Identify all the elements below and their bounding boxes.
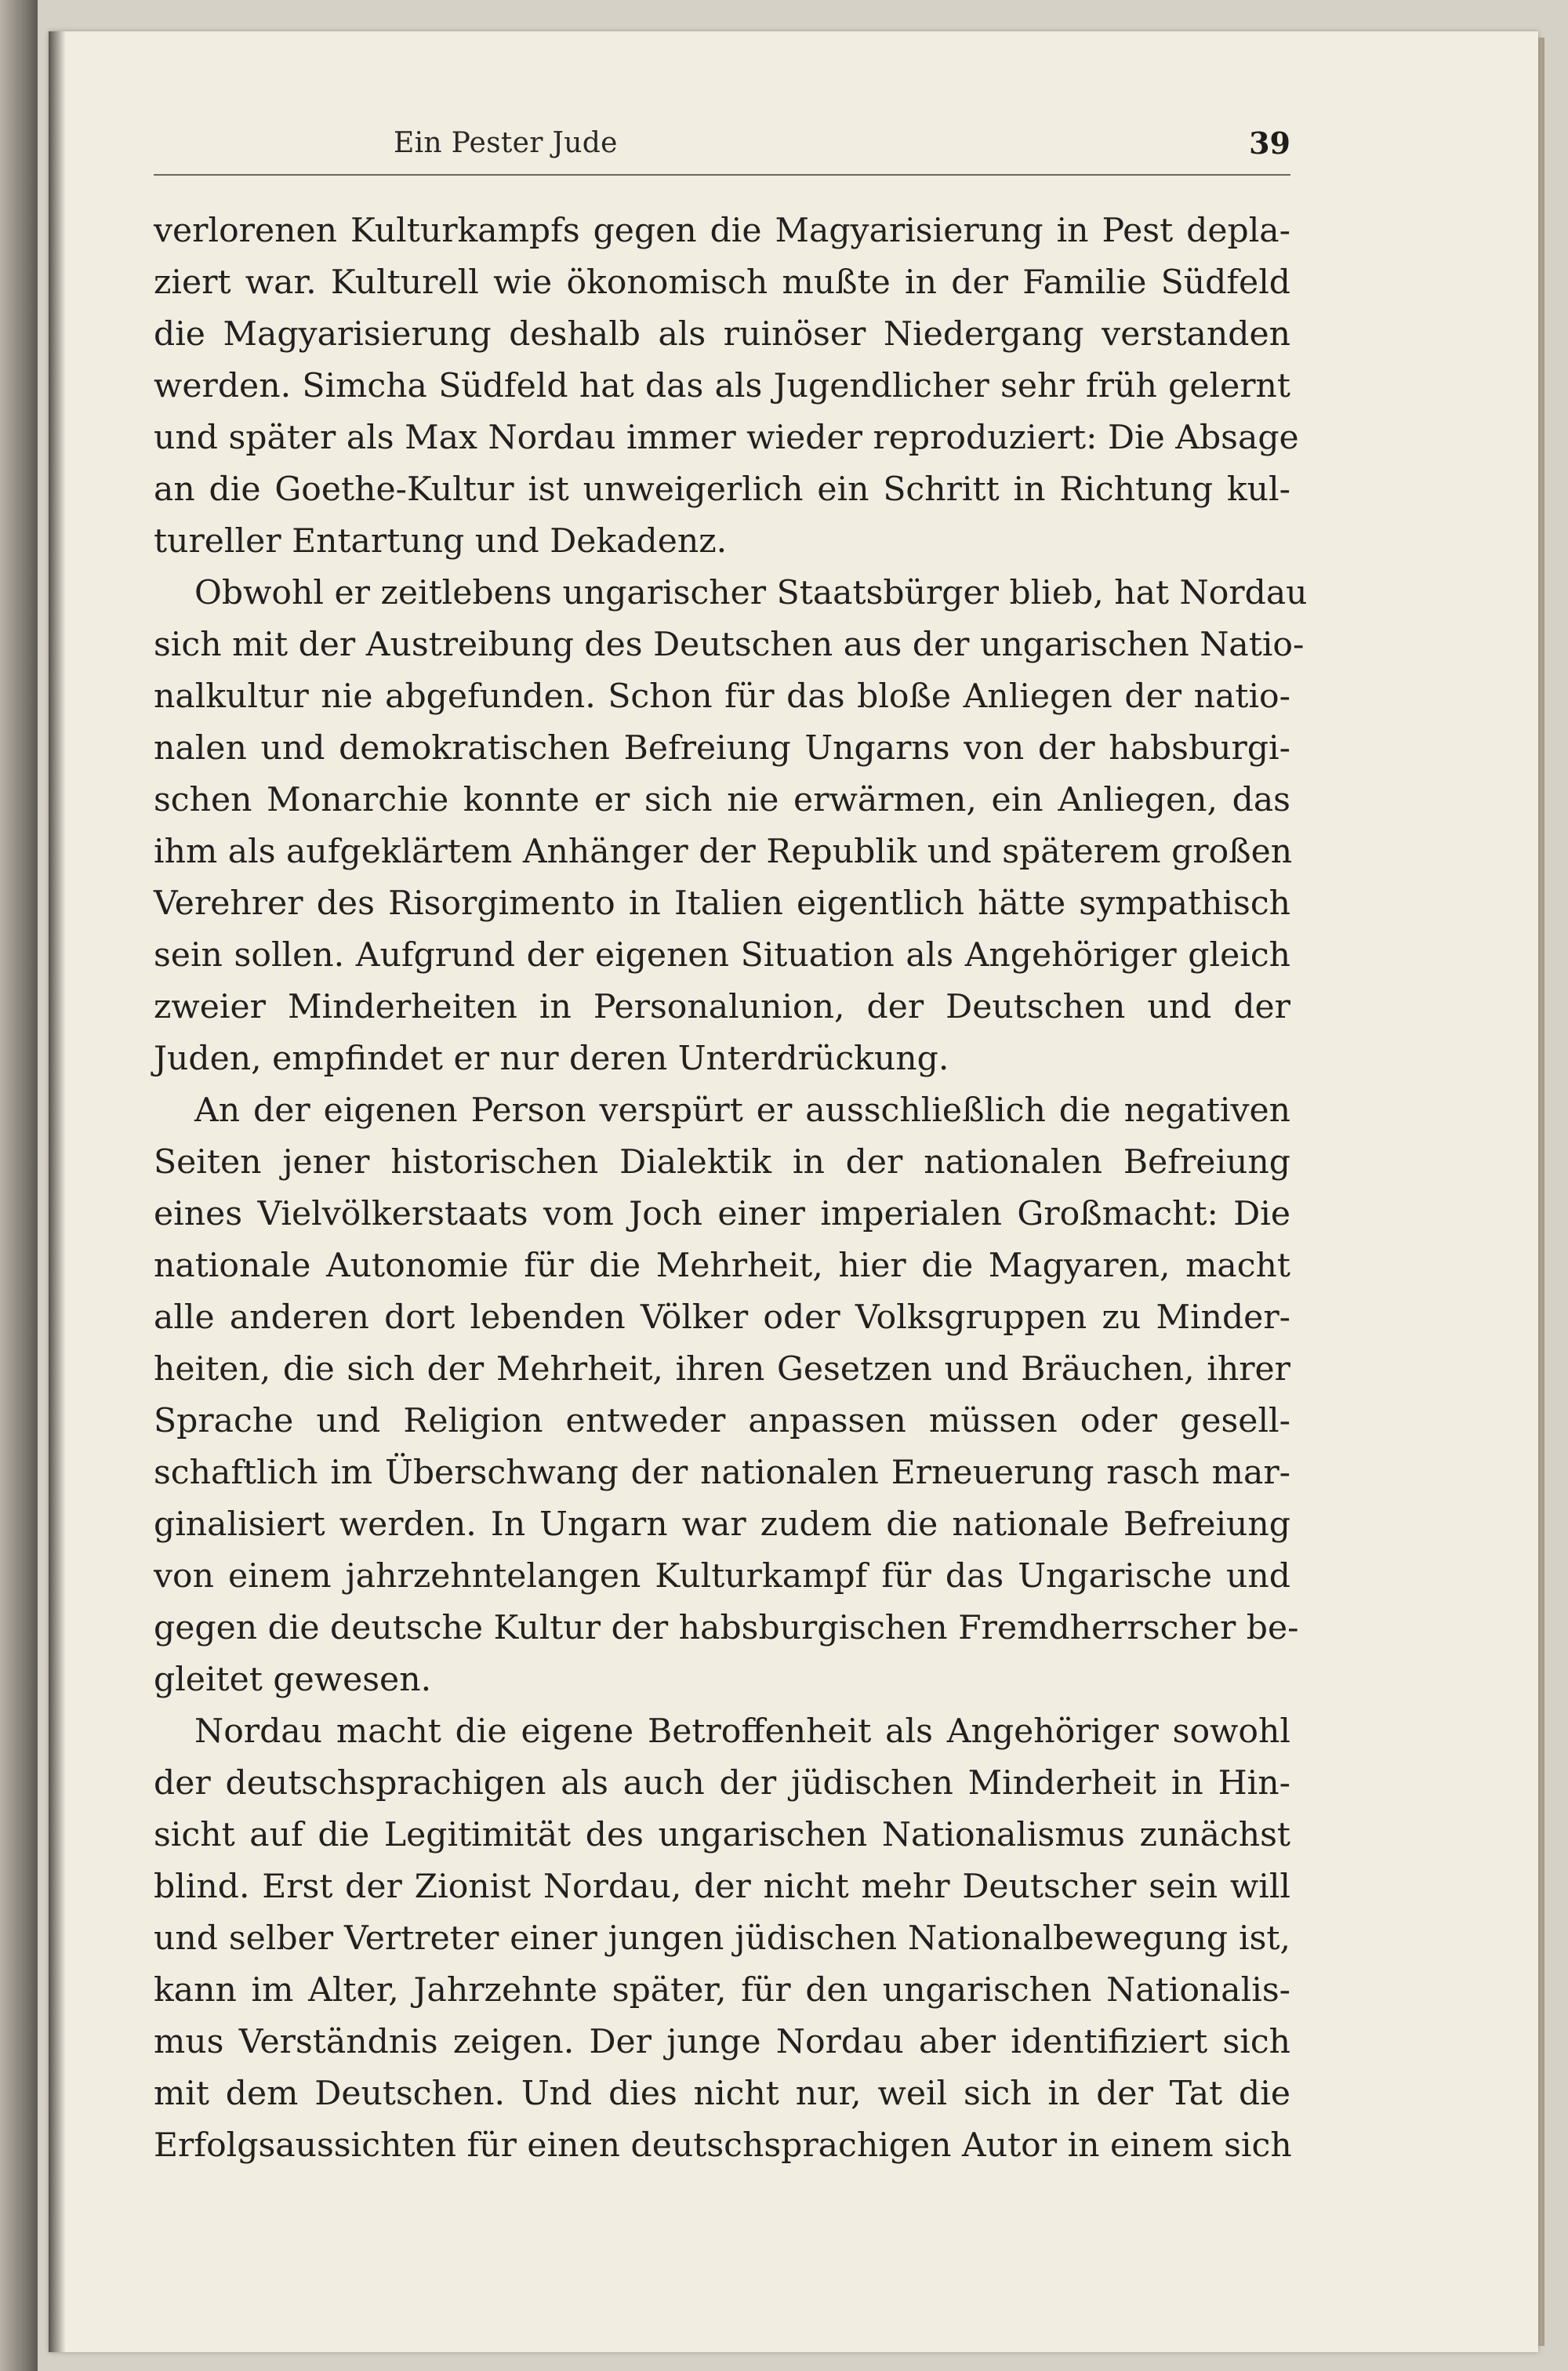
text-line: Obwohl er zeitlebens ungarischer Staatsbürger blieb, hat Nordau xyxy=(194,574,1308,612)
text-line: alle anderen dort lebenden Völker oder Volksgruppen zu Minder- xyxy=(154,1298,1290,1337)
text-line: ginalisiert werden. In Ungarn war zudem die nationale Befreiung xyxy=(154,1505,1290,1544)
text-line: Erfolgsaussichten für einen deutschsprachigen Autor in einem sich xyxy=(154,2126,1292,2165)
text-line: gegen die deutsche Kultur der habsburgischen Fremdherrscher be- xyxy=(154,1609,1299,1647)
text-line: schaftlich im Überschwang der nationalen Erneuerung rasch mar- xyxy=(154,1454,1290,1492)
text-line: sicht auf die Legitimität des ungarischen Nationalismus zunächst xyxy=(154,1816,1290,1854)
text-line: mus Verständnis zeigen. Der junge Nordau aber identifiziert sich xyxy=(154,2023,1290,2061)
text-line: werden. Simcha Südfeld hat das als Jugendlicher sehr früh gelernt xyxy=(154,367,1290,405)
text-line: der deutschsprachigen als auch der jüdischen Minderheit in Hin- xyxy=(154,1764,1290,1803)
text-line: zweier Minderheiten in Personalunion, der Deutschen und der xyxy=(154,988,1290,1026)
paragraph-4 xyxy=(154,1706,1290,2172)
text-line: Juden, empfindet er nur deren Unterdrückung. xyxy=(154,1040,949,1078)
paragraph-2 xyxy=(154,568,1308,1085)
text-line: ziert war. Kulturell wie ökonomisch mußte in der Familie Südfeld xyxy=(154,263,1290,302)
text-line: schen Monarchie konnte er sich nie erwärmen, ein Anliegen, das xyxy=(154,781,1290,819)
text-line: an die Goethe-Kultur ist unweigerlich ein Schritt in Richtung kul- xyxy=(154,470,1290,509)
text-line: heiten, die sich der Mehrheit, ihren Gesetzen und Bräuchen, ihrer xyxy=(154,1350,1290,1389)
running-title: Ein Pester Jude xyxy=(394,127,618,159)
paragraph-1 xyxy=(154,205,1299,568)
text-line: ihm als aufgeklärtem Anhänger der Republik und späterem großen xyxy=(154,833,1293,871)
text-line: die Magyarisierung deshalb als ruinöser Niedergang verstanden xyxy=(154,315,1290,354)
text-line: eines Vielvölkerstaats vom Joch einer imperialen Großmacht: Die xyxy=(154,1195,1290,1233)
body-text xyxy=(154,205,1308,2172)
text-line: von einem jahrzehntelangen Kulturkampf für das Ungarische und xyxy=(154,1557,1290,1596)
text-line: mit dem Deutschen. Und dies nicht nur, weil sich in der Tat die xyxy=(154,2075,1290,2113)
text-line: kann im Alter, Jahrzehnte später, für den ungarischen Nationalis- xyxy=(154,1971,1290,2010)
page-header xyxy=(154,125,1290,176)
text-line: nationale Autonomie für die Mehrheit, hier die Magyaren, macht xyxy=(154,1247,1290,1285)
text-line: verlorenen Kulturkampfs gegen die Magyarisierung in Pest depla- xyxy=(154,212,1290,250)
text-line: Nordau macht die eigene Betroffenheit als Angehöriger sowohl xyxy=(194,1712,1290,1751)
text-line: und später als Max Nordau immer wieder reproduziert: Die Absage xyxy=(154,419,1299,457)
text-line: Seiten jener historischen Dialektik in der nationalen Befreiung xyxy=(154,1143,1290,1182)
text-line: sich mit der Austreibung des Deutschen aus der ungarischen Natio- xyxy=(154,626,1305,664)
text-line: blind. Erst der Zionist Nordau, der nicht mehr Deutscher sein will xyxy=(154,1868,1290,1906)
text-line: tureller Entartung und Dekadenz. xyxy=(154,522,728,561)
text-line: nalen und demokratischen Befreiung Ungarns von der habsburgi- xyxy=(154,729,1290,768)
scan-left-edge xyxy=(0,0,38,2371)
text-line: und selber Vertreter einer jungen jüdischen Nationalbewegung ist, xyxy=(154,1919,1290,1958)
paragraph-3 xyxy=(154,1085,1299,1706)
text-line: An der eigenen Person verspürt er ausschließlich die negativen xyxy=(194,1091,1290,1130)
text-line: sein sollen. Aufgrund der eigenen Situation als Angehöriger gleich xyxy=(154,936,1290,975)
text-line: nalkultur nie abgefunden. Schon für das bloße Anliegen der natio- xyxy=(154,677,1290,716)
text-line: Verehrer des Risorgimento in Italien eigentlich hätte sympathisch xyxy=(154,884,1290,923)
binding-shadow xyxy=(49,31,66,2352)
text-line: Sprache und Religion entweder anpassen müssen oder gesell- xyxy=(154,1402,1290,1440)
page-number: 39 xyxy=(1249,125,1290,161)
text-line: gleitet gewesen. xyxy=(154,1661,432,1699)
